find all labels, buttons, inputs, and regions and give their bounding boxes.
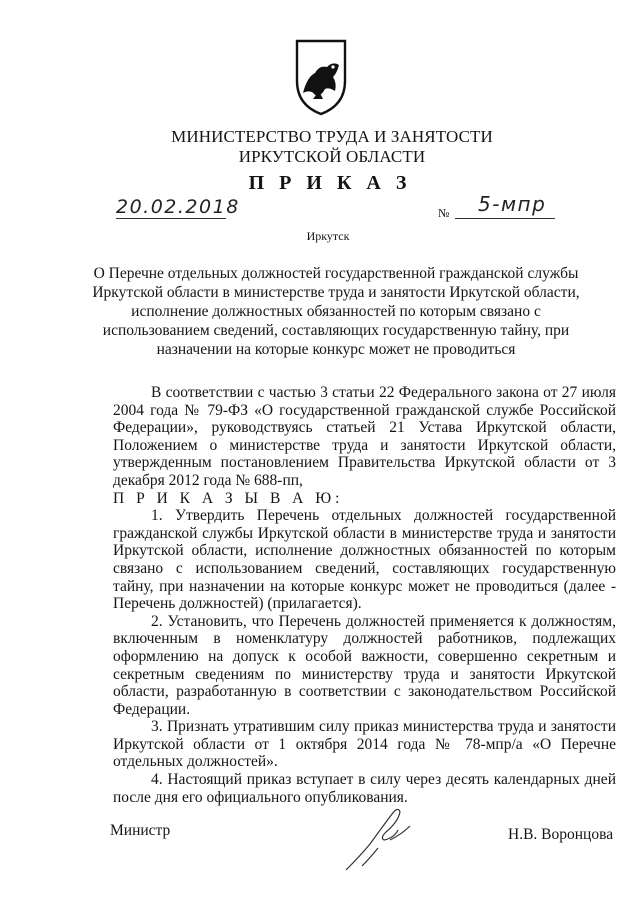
- order-item-2: 2. Установить, что Перечень должностей применяется к должностям, включенным в номенклатуру должностей работников, подлежащих оформлению на допуск к особой важности, совершенно секретным и секретным сведениям по министерству труда и занятости Иркутской области, разработанную в соответствии с законодательством Российской Федерации.: [113, 612, 616, 718]
- ministry-name-line1: МИНИСТЕРСТВО ТРУДА И ЗАНЯТОСТИ: [171, 127, 493, 146]
- preamble-paragraph: В соответствии с частью 3 статьи 22 Федерального закона от 27 июля 2004 года № 79-ФЗ «О государственной гражданской службе Российской Федерации», руководствуясь статьей 21 Устава Иркутской области, Положением о министерстве труда и занятости Иркутской области, утвержденным постановлением Правительства Иркутской области от 3 декабря 2012 года № 688-пп,: [113, 384, 616, 489]
- document-date: 20.02.2018: [116, 196, 240, 218]
- order-item-4: 4. Настоящий приказ вступает в силу через десять календарных дней после дня его официального опубликования.: [113, 771, 616, 806]
- number-underline: [455, 218, 555, 219]
- date-underline: [116, 218, 226, 219]
- handwritten-signature-icon: [340, 800, 420, 875]
- number-sign: №: [438, 206, 450, 220]
- coat-of-arms-icon: [293, 37, 349, 117]
- document-number: 5-мпр: [478, 192, 547, 216]
- document-title: О Перечне отдельных должностей государственной гражданской службы Иркутской области в министерстве труда и занятости Иркутской области, исполнение должностных обязанностей по которым связано с использованием сведений, составляющих государственную тайну, при назначении на которые конкурс может не проводиться: [92, 265, 580, 358]
- order-item-1: 1. Утвердить Перечень отдельных должностей государственной гражданской службы Иркутской области в министерстве труда и занятости Иркутской области, исполнение должностных обязанностей по которым связано с использованием сведений, составляющих государственную тайну, при назначении на которые конкурс может не проводиться (далее - Перечень должностей) (прилагается).: [113, 507, 616, 613]
- city-name: Иркутск: [306, 229, 350, 243]
- signatory-name: Н.В. Воронцова: [508, 826, 614, 843]
- ministry-name-line2: ИРКУТСКОЙ ОБЛАСТИ: [238, 147, 426, 166]
- order-item-3: 3. Признать утратившим силу приказ министерства труда и занятости Иркутской области от 1 октября 2014 года № 78-мпр/а «О Перечне отдельных должностей».: [113, 718, 616, 771]
- document-body: [113, 384, 616, 806]
- document-type: П Р И К А З: [248, 172, 412, 194]
- signatory-position: Министр: [110, 822, 171, 839]
- order-word: П Р И К А З Ы В А Ю:: [113, 489, 344, 507]
